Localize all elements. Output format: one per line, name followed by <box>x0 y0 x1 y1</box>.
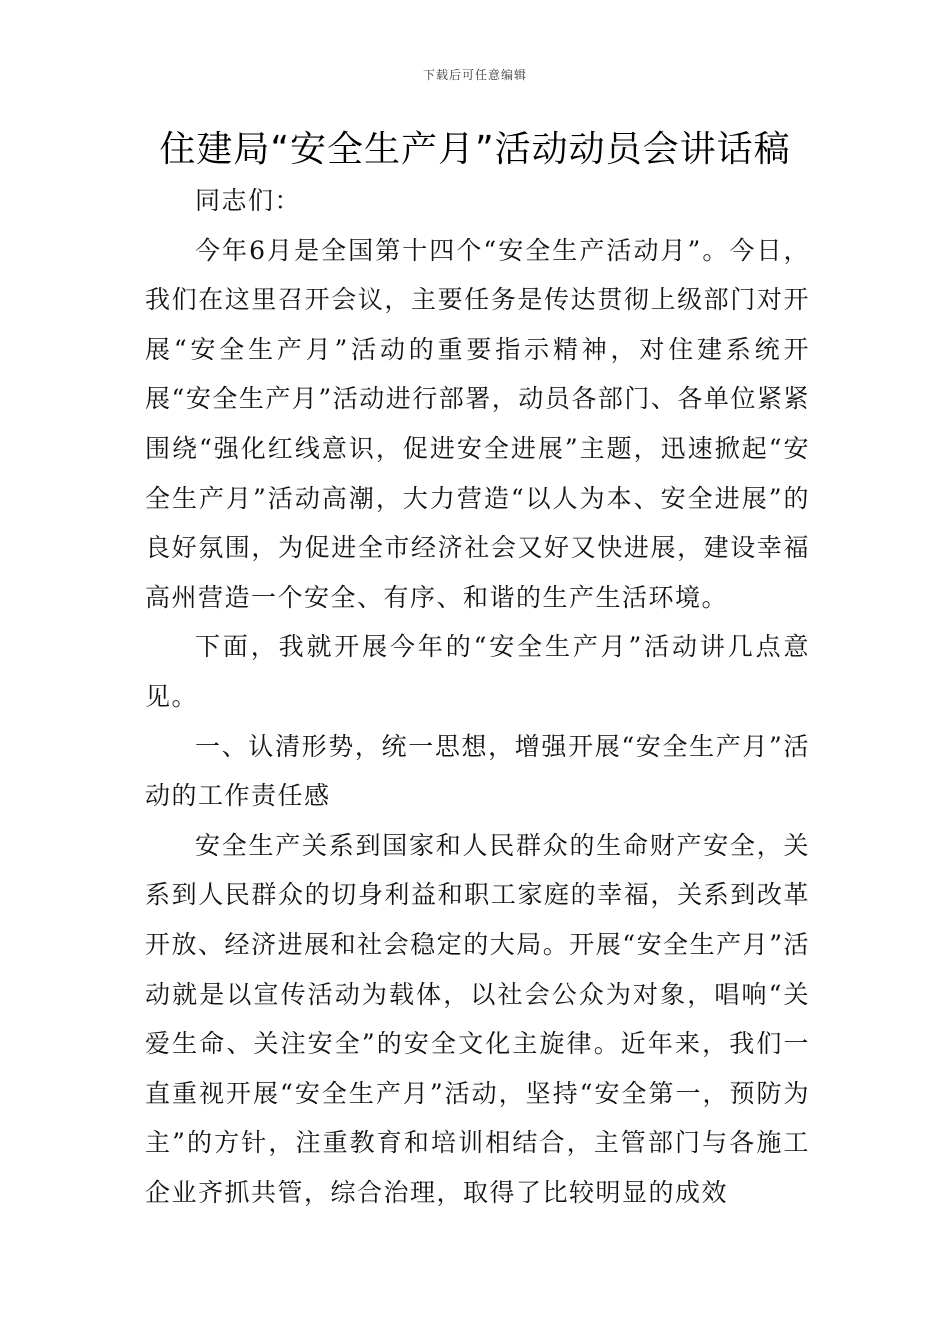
section-heading-1: 一、认清形势，统一思想，增强开展“安全生产月”活动的工作责任感 <box>145 731 810 811</box>
paragraph-transition: 下面，我就开展今年的“安全生产月”活动讲几点意见。 <box>145 632 810 711</box>
document-title: 住建局“安全生产月”活动动员会讲话稿 <box>159 129 791 170</box>
paragraph-section-1: 安全生产关系到国家和人民群众的生命财产安全，关系到人民群众的切身利益和职工家庭的幸福，关系到改革开放、经济进展和社会稳定的大局。开展“安全生产月”活动就是以宣传活动为载体，以社会公众为对象，唱响“关爱生命、关注安全”的安全文化主旋律。近年来，我们一直重视开展“安全生产月”活动，坚持“安全第一，预防为主”的方针，注重教育和培训相结合，主管部门与各施工企业齐抓共管，综合治理，取得了比较明显的成效 <box>145 830 810 1207</box>
document-body <box>145 176 810 1217</box>
salutation: 同志们： <box>195 186 302 215</box>
paragraph-intro: 今年6月是全国第十四个“安全生产活动月”。今日，我们在这里召开会议，主要任务是传达贯彻上级部门对开展“安全生产月”活动的重要指示精神，对住建系统开展“安全生产月”活动进行部署，动员各部门、各单位紧紧围绕“强化红线意识，促进安全进展”主题，迅速掀起“安全生产月”活动高潮，大力营造“以人为本、安全进展”的良好氛围，为促进全市经济社会又好又快进展，建设幸福高州营造一个安全、有序、和谐的生产生活环境。 <box>145 235 810 612</box>
header-note: 下载后可任意编辑 <box>422 68 527 82</box>
